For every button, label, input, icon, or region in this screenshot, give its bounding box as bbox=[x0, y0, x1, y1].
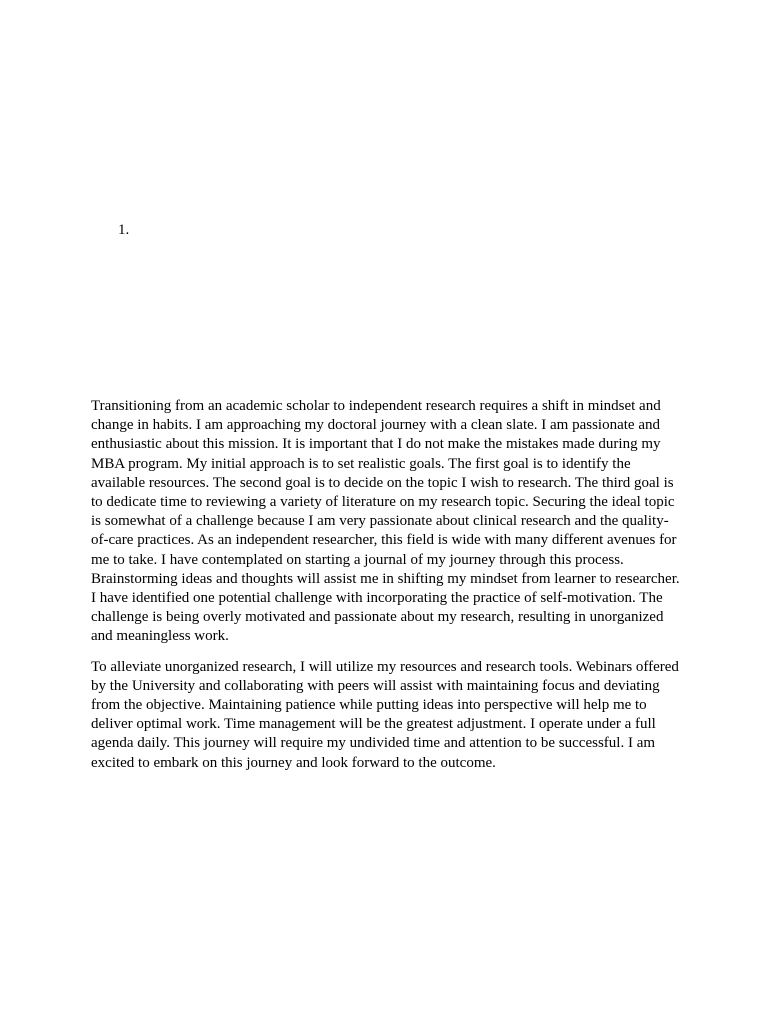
paragraph-2: To alleviate unorganized research, I will utilize my resources and research tools. Webinars offered by the University and collaborating with peers will assist with maintaining focus and deviating from the objective. Maintaining patience while putting ideas into perspective will help me to deliver optimal work. Time management will be the greatest adjustment. I operate under a full agenda daily. This journey will require my undivided time and attention to be successful. I am excited to embark on this journey and look forward to the outcome. bbox=[91, 658, 679, 771]
body-text bbox=[91, 397, 681, 784]
list-number: 1. bbox=[118, 222, 130, 238]
paragraph-1: Transitioning from an academic scholar to independent research requires a shift in mindset and change in habits. I am approaching my doctoral journey with a clean slate. I am passionate and enthusiastic about this mission. It is important that I do not make the mistakes made during my MBA program. My initial approach is to set realistic goals. The first goal is to identify the available resources. The second goal is to decide on the topic I wish to research. The third goal is to dedicate time to reviewing a variety of literature on my research topic. Securing the ideal topic is somewhat of a challenge because I am very passionate about clinical research and the quality-of-care practices. As an independent researcher, this field is wide with many different avenues for me to take. I have contemplated on starting a journal of my journey through this process. Brainstorming ideas and thoughts will assist me in shifting my mindset from learner to researcher. I have identified one potential challenge with incorporating the practice of self-motivation. The challenge is being overly motivated and passionate about my research, resulting in unorganized and meaningless work. bbox=[91, 398, 680, 645]
